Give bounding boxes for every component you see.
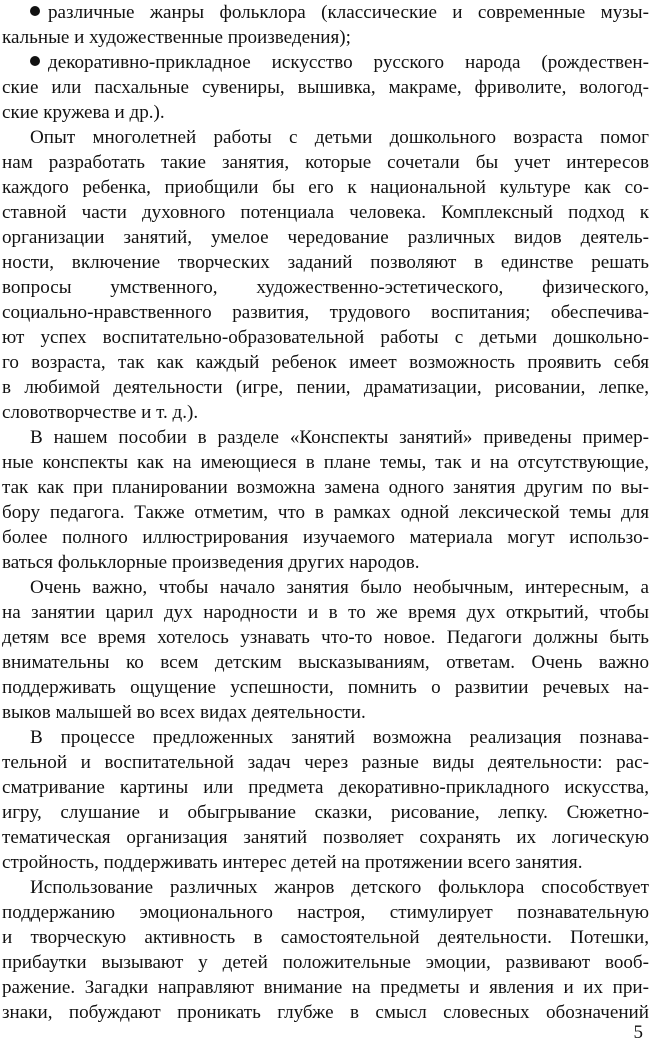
- text-line: [2, 450, 649, 475]
- line-text: социально-нравственного развития, трудового воспитания; обеспечива-: [2, 302, 649, 323]
- page-body: [2, 0, 649, 1025]
- text-line: [2, 75, 649, 100]
- line-text: ности, включение творческих заданий позволяют в единстве решать: [2, 252, 649, 273]
- text-line: [2, 550, 649, 575]
- text-line: [2, 300, 649, 325]
- line-text: различные жанры фольклора (классические и современные музы-: [48, 2, 649, 23]
- text-line: [2, 750, 649, 775]
- line-text: Очень важно, чтобы начало занятия было необычным, интересным, а: [30, 577, 649, 598]
- text-line: [2, 400, 649, 425]
- line-text: бору педагога. Также отметим, что в рамках одной лексической темы для: [2, 502, 649, 523]
- text-line: [2, 675, 649, 700]
- line-text: и творческую активность в самостоятельной деятельности. Потешки,: [2, 927, 649, 948]
- text-line: [2, 875, 649, 900]
- line-text: вопросы умственного, художественно-эстетического, физического,: [2, 277, 649, 298]
- text-line: [2, 575, 649, 600]
- line-text: игру, слушание и обыгрывание сказки, рисование, лепку. Сюжетно-: [2, 802, 649, 823]
- line-text: поддержанию эмоционального настроя, стимулирует познавательную: [2, 902, 649, 923]
- text-line: [2, 475, 649, 500]
- line-text: детям все время хотелось узнавать что-то новое. Педагоги должны быть: [2, 627, 649, 648]
- text-line: [2, 325, 649, 350]
- line-text: тематическая организация занятий позволяет сохранять их логическую: [2, 827, 649, 848]
- text-line: [2, 200, 649, 225]
- line-text: ражение. Загадки направляют внимание на предметы и явления и их при-: [2, 977, 649, 998]
- text-line: [2, 825, 649, 850]
- line-text: В процессе предложенных занятий возможна реализация познава-: [30, 727, 649, 748]
- text-line: [2, 125, 649, 150]
- bullet-icon: [30, 56, 40, 66]
- text-line: [2, 625, 649, 650]
- line-text: ские кружева и др.).: [2, 102, 165, 123]
- text-line: [2, 725, 649, 750]
- text-line: [2, 775, 649, 800]
- text-line: [2, 0, 649, 25]
- line-text: выков малышей во всех видах деятельности.: [2, 702, 366, 723]
- text-line: [2, 425, 649, 450]
- line-text: Опыт многолетней работы с детьми дошкольного возраста помог: [30, 127, 649, 148]
- line-text: го возраста, так как каждый ребенок имеет возможность проявить себя: [2, 352, 649, 373]
- line-text: более полного иллюстрирования изучаемого материала могут использо-: [2, 527, 649, 548]
- line-text: организации занятий, умелое чередование различных видов деятель-: [2, 227, 649, 248]
- line-text: прибаутки вызывают у детей положительные эмоции, развивают вооб-: [2, 952, 649, 973]
- line-text: нам разработать такие занятия, которые сочетали бы учет интересов: [2, 152, 649, 173]
- line-text: кальные и художественные произведения);: [2, 27, 351, 48]
- line-text: Использование различных жанров детского фольклора способствует: [30, 877, 649, 898]
- text-line: [2, 25, 649, 50]
- text-line: [2, 350, 649, 375]
- line-text: знаки, побуждают проникать глубже в смысл словесных обозначений: [2, 1002, 649, 1023]
- text-line: [2, 850, 649, 875]
- text-line: [2, 975, 649, 1000]
- line-text: поддерживать ощущение успешности, помнить о развитии речевых на-: [2, 677, 649, 698]
- line-text: в любимой деятельности (игре, пении, драматизации, рисовании, лепке,: [2, 377, 649, 398]
- page-number: 5: [633, 1022, 643, 1043]
- text-line: [2, 375, 649, 400]
- text-line: [2, 800, 649, 825]
- text-line: [2, 175, 649, 200]
- line-text: ют успех воспитательно-образовательной работы с детьми дошкольно-: [2, 327, 649, 348]
- line-text: ваться фольклорные произведения других народов.: [2, 552, 420, 573]
- text-line: [2, 250, 649, 275]
- line-text: словотворчестве и т. д.).: [2, 402, 199, 423]
- text-line: [2, 1000, 649, 1025]
- text-line: [2, 700, 649, 725]
- line-text: внимательны ко всем детским высказываниям, ответам. Очень важно: [2, 652, 649, 673]
- text-line: [2, 650, 649, 675]
- line-text: ские или пасхальные сувениры, вышивка, макраме, фриволите, вологод-: [2, 77, 649, 98]
- text-line: [2, 525, 649, 550]
- text-line: [2, 900, 649, 925]
- line-text: стройность, поддерживать интерес детей на протяжении всего занятия.: [2, 852, 583, 873]
- text-line: [2, 150, 649, 175]
- text-line: [2, 50, 649, 75]
- bullet-icon: [30, 6, 40, 16]
- line-text: декоративно-прикладное искусство русского народа (рождествен-: [48, 52, 649, 73]
- text-line: [2, 225, 649, 250]
- text-line: [2, 950, 649, 975]
- line-text: каждого ребенка, приобщили бы его к национальной культуре как со-: [2, 177, 649, 198]
- line-text: В нашем пособии в разделе «Конспекты занятий» приведены пример-: [30, 427, 649, 448]
- line-text: тельной и воспитательной задач через разные виды деятельности: рас-: [2, 752, 649, 773]
- text-line: [2, 500, 649, 525]
- text-line: [2, 600, 649, 625]
- text-line: [2, 275, 649, 300]
- line-text: так как при планировании возможна замена одного занятия другим по вы-: [2, 477, 649, 498]
- line-text: ные конспекты как на имеющиеся в плане темы, так и на отсутствующие,: [2, 452, 649, 473]
- text-line: [2, 925, 649, 950]
- text-line: [2, 100, 649, 125]
- line-text: ставной части духовного потенциала человека. Комплексный подход к: [2, 202, 649, 223]
- line-text: сматривание картины или предмета декоративно-прикладного искусства,: [2, 777, 649, 798]
- line-text: на занятии царил дух народности и в то же время дух открытий, чтобы: [2, 602, 649, 623]
